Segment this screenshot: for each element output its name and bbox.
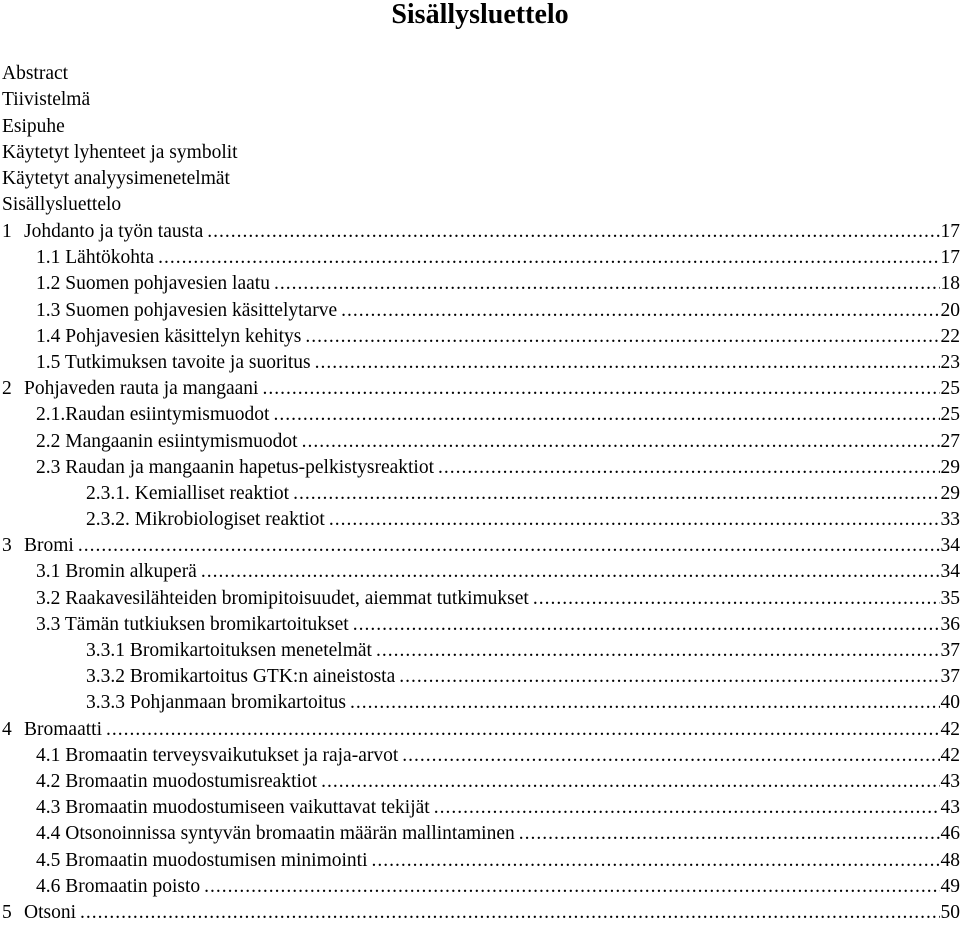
toc-entry-title: 1.3 Suomen pohjavesien käsittelytarve: [36, 299, 338, 321]
toc-entry-label: [2, 376, 258, 402]
toc-entry-title: 4.1 Bromaatin terveysvaikutukset ja raja-arvot: [36, 744, 399, 766]
dot-leader: [305, 324, 939, 350]
toc-entry-label: [36, 821, 515, 847]
toc-page-number: 35: [940, 587, 960, 609]
dot-leader: [158, 245, 939, 271]
toc-entry-title: 4.2 Bromaatin muodostumisreaktiot: [36, 770, 318, 792]
toc-entry[interactable]: [0, 769, 960, 795]
toc-entry[interactable]: [0, 455, 960, 481]
toc-page-number: 34: [940, 535, 960, 557]
toc-entry-title: Bromaatti: [24, 718, 102, 740]
toc-page-number: 37: [940, 640, 960, 661]
toc-page-number: 42: [940, 744, 960, 766]
dot-leader: [438, 455, 939, 481]
toc-entry-title: Pohjaveden rauta ja mangaani: [24, 378, 259, 400]
dot-leader: [372, 848, 940, 874]
toc-entry-title: 1.4 Pohjavesien käsittelyn kehitys: [36, 325, 302, 347]
toc-entry-title: 3.2 Raakavesilähteiden bromipitoisuudet, aiemmat tutkimukset: [36, 587, 529, 609]
toc-entry-title: 3.3 Tämän tutkiuksen bromikartoitukset: [36, 613, 349, 635]
page-title: Sisällysluettelo: [391, 0, 569, 30]
toc-page-number: 18: [940, 273, 960, 295]
toc-entry-label: [86, 690, 346, 716]
toc-entry-label: [36, 848, 368, 874]
toc-entry[interactable]: [0, 586, 960, 612]
toc-page-number: 27: [940, 430, 960, 452]
toc-entry-label: [36, 769, 317, 795]
toc-entry[interactable]: [0, 402, 960, 428]
dot-leader: [519, 821, 940, 847]
toc-entry-label: [2, 219, 203, 245]
dot-leader: [201, 559, 940, 585]
toc-page-number: 33: [940, 509, 960, 531]
toc-entry-title: 1.1 Lähtökohta: [36, 247, 155, 269]
toc-entry[interactable]: [0, 219, 960, 245]
toc-entry[interactable]: [0, 533, 960, 559]
toc-entry[interactable]: [0, 481, 960, 507]
toc-page-number: 46: [940, 823, 960, 845]
toc-page-number: 29: [940, 482, 960, 504]
front-matter-item[interactable]: Tiivistelmä: [2, 89, 91, 111]
toc-entry-label: [36, 429, 298, 455]
toc-page-number: 49: [940, 875, 960, 897]
toc-page-number: 20: [940, 299, 960, 321]
toc-entry-title: 2.3.2. Mikrobiologiset reaktiot: [86, 509, 325, 531]
toc-entry[interactable]: [0, 350, 960, 376]
toc-page-number: 48: [940, 849, 960, 871]
dot-leader: [106, 717, 940, 743]
toc-entry-label: [2, 900, 76, 926]
dot-leader: [399, 664, 939, 690]
dot-leader: [302, 429, 940, 455]
toc-entry[interactable]: [0, 821, 960, 847]
dot-leader: [80, 900, 939, 926]
toc-page-number: 40: [940, 692, 960, 714]
toc-entry[interactable]: [0, 848, 960, 874]
dot-leader: [350, 690, 940, 716]
toc-entry-label: [36, 795, 430, 821]
toc-entry[interactable]: [0, 900, 960, 926]
front-matter-list: [2, 61, 238, 219]
toc-entry[interactable]: [0, 874, 960, 900]
toc-entry-label: [86, 664, 395, 690]
toc-entry[interactable]: [0, 664, 960, 690]
toc-page-number: 22: [940, 325, 960, 347]
toc-entry-label: [36, 874, 200, 900]
toc-entry-label: [2, 717, 102, 743]
dot-leader: [376, 638, 940, 664]
toc-chapter-number: 3: [2, 535, 12, 557]
toc-entry-label: [86, 507, 325, 533]
toc-page-number: 37: [940, 666, 960, 688]
toc-entry-label: [36, 455, 434, 481]
toc-entry[interactable]: [0, 743, 960, 769]
front-matter-item[interactable]: Käytetyt lyhenteet ja symbolit: [2, 141, 238, 163]
toc-entry-label: [36, 743, 398, 769]
toc-entry[interactable]: [0, 638, 960, 664]
toc-entry-title: Otsoni: [24, 901, 77, 923]
dot-leader: [533, 586, 940, 612]
toc-entry-label: [36, 402, 269, 428]
toc-page-number: 29: [940, 456, 960, 478]
toc-entry-title: 2.2 Mangaanin esiintymismuodot: [36, 430, 298, 452]
toc-entry-label: [36, 245, 154, 271]
toc-entry-label: [36, 612, 349, 638]
dot-leader: [329, 507, 940, 533]
toc-entry[interactable]: [0, 559, 960, 585]
toc-entry[interactable]: [0, 717, 960, 743]
toc-page-number: 25: [940, 378, 960, 400]
toc-entry[interactable]: [0, 795, 960, 821]
toc-entry-title: 4.5 Bromaatin muodostumisen minimointi: [36, 849, 368, 871]
dot-leader: [293, 481, 939, 507]
toc-entry-label: [36, 324, 301, 350]
toc-entry-title: 1.2 Suomen pohjavesien laatu: [36, 273, 270, 295]
toc-page-number: 17: [940, 221, 960, 242]
toc-entry-label: [36, 559, 197, 585]
toc-entry-title: 1.5 Tutkimuksen tavoite ja suoritus: [36, 351, 311, 373]
toc-page-number: 42: [940, 718, 960, 740]
toc-entry-label: [36, 586, 529, 612]
toc-entry[interactable]: [0, 507, 960, 533]
toc-entry[interactable]: [0, 612, 960, 638]
dot-leader: [204, 874, 939, 900]
toc-entry-label: [36, 298, 337, 324]
dot-leader: [274, 271, 940, 297]
toc-chapter-number: 5: [2, 901, 12, 923]
toc-page-number: 50: [940, 901, 960, 923]
dot-leader: [353, 612, 940, 638]
toc-page-number: 23: [940, 351, 960, 373]
toc-entry[interactable]: [0, 690, 960, 716]
dot-leader: [341, 298, 939, 324]
toc-entry-label: [36, 350, 311, 376]
front-matter-item[interactable]: Käytetyt analyysimenetelmät: [2, 168, 230, 190]
toc-entry-title: 4.4 Otsonoinnissa syntyvän bromaatin määrän mallintaminen: [36, 823, 515, 845]
toc-entry-label: [86, 638, 372, 664]
dot-leader: [273, 402, 939, 428]
toc-page-number: 17: [940, 247, 960, 269]
toc-entry[interactable]: [0, 376, 960, 402]
front-matter-item[interactable]: Sisällysluettelo: [2, 194, 122, 216]
toc-entry-title: 2.1.Raudan esiintymismuodot: [36, 404, 270, 426]
toc-entry[interactable]: [0, 298, 960, 324]
dot-leader: [321, 769, 939, 795]
toc-page-number: 43: [940, 797, 960, 819]
toc-page-number: 43: [940, 770, 960, 792]
toc-page-number: 36: [940, 613, 960, 635]
dot-leader: [315, 350, 940, 376]
toc-entry-title: 3.3.3 Pohjanmaan bromikartoitus: [86, 692, 346, 714]
dot-leader: [78, 533, 940, 559]
front-matter-item[interactable]: Esipuhe: [2, 115, 65, 137]
toc-entry-title: 2.3 Raudan ja mangaanin hapetus-pelkistysreaktiot: [36, 456, 435, 478]
toc-entry-title: 4.3 Bromaatin muodostumiseen vaikuttavat tekijät: [36, 797, 430, 819]
toc-entry-label: [36, 271, 270, 297]
dot-leader: [402, 743, 939, 769]
toc-entry-title: Bromi: [24, 535, 74, 557]
dot-leader: [262, 376, 939, 402]
toc-entry[interactable]: [0, 271, 960, 297]
toc-entry-title: 3.3.1 Bromikartoituksen menetelmät: [86, 640, 372, 661]
dot-leader: [207, 219, 939, 245]
toc-page-number: 34: [940, 561, 960, 583]
toc-page-number: 25: [940, 404, 960, 426]
toc-entry-title: 4.6 Bromaatin poisto: [36, 875, 201, 897]
toc-entry[interactable]: [0, 429, 960, 455]
toc-entry-title: 3.3.2 Bromikartoitus GTK:n aineistosta: [86, 666, 396, 688]
toc-entry-title: 2.3.1. Kemialliset reaktiot: [86, 482, 290, 504]
toc-chapter-number: 2: [2, 378, 12, 400]
toc-entry[interactable]: [0, 245, 960, 271]
table-of-contents: [0, 219, 960, 926]
dot-leader: [434, 795, 940, 821]
toc-entry-title: 3.1 Bromin alkuperä: [36, 561, 197, 583]
toc-entry-label: [2, 533, 74, 559]
toc-chapter-number: 1: [2, 221, 12, 242]
toc-chapter-number: 4: [2, 718, 12, 740]
front-matter-item[interactable]: Abstract: [2, 63, 69, 84]
toc-entry-title: Johdanto ja työn tausta: [24, 221, 204, 242]
toc-entry[interactable]: [0, 324, 960, 350]
toc-entry-label: [86, 481, 289, 507]
